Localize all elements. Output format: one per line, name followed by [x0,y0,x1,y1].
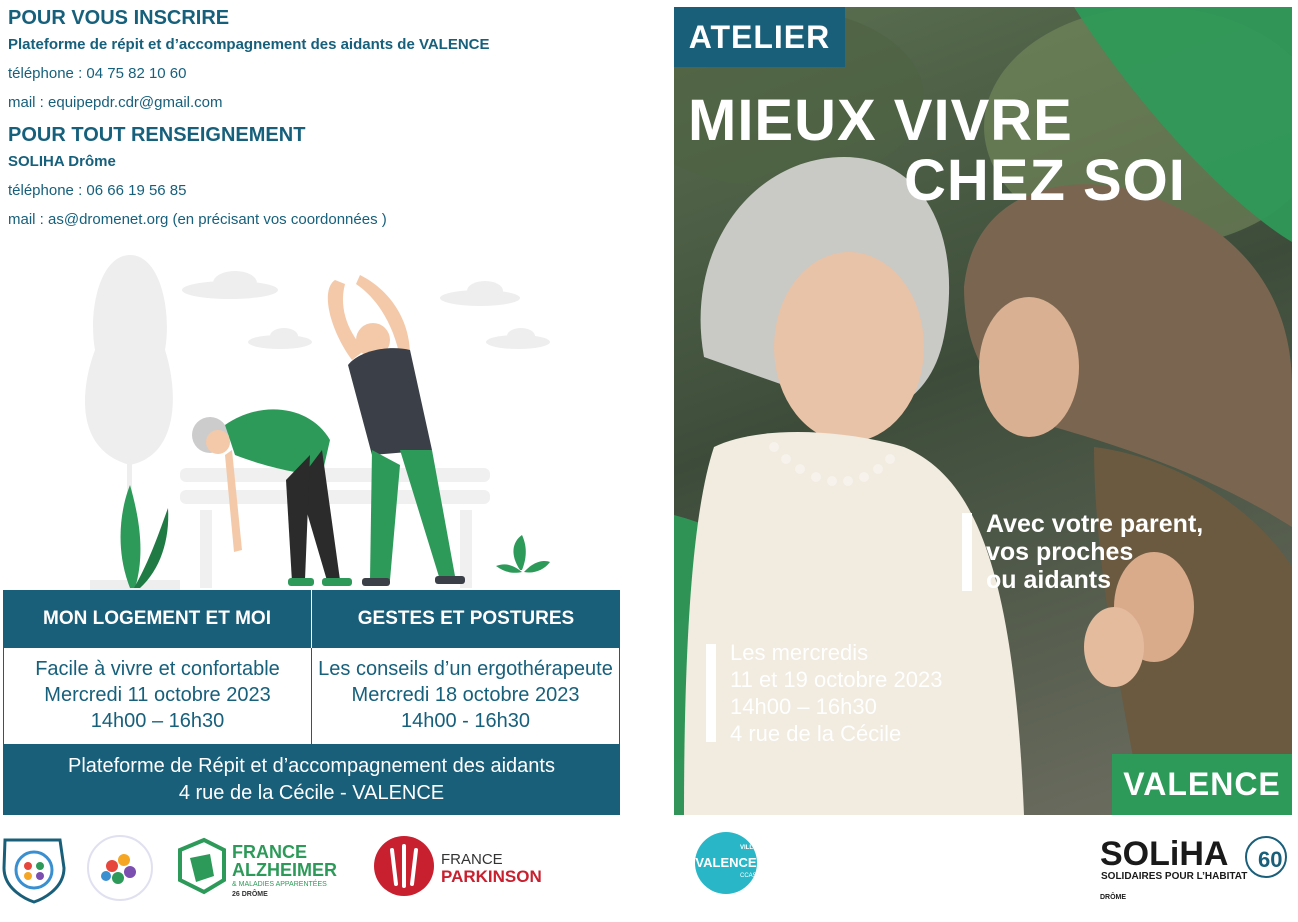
inscrire-title: POUR VOUS INSCRIRE [8,7,230,29]
tree-icon [85,255,173,465]
soliha-anniversary: 60 [1258,847,1283,872]
inscrire-phone: téléphone : 04 75 82 10 60 [8,65,187,82]
schedule-line2: 11 et 19 octobre 2023 [730,667,943,692]
partner-logos-left [0,828,620,908]
schedule-line1: Les mercredis [730,640,869,665]
soliha-name: SOLiHA [1100,835,1229,873]
session-1-details [4,648,311,744]
session-1-desc: Facile à vivre et confortable [35,658,280,680]
soliha-tagline: SOLIDAIRES POUR L’HABITAT [1101,871,1248,882]
plateforme-repit-logo [88,836,152,900]
session-2-time: 14h00 - 16h30 [400,710,530,732]
inscrire-org: Plateforme de répit et d’accompagnement des aidants de VALENCE [8,36,490,53]
footer-line2: 4 rue de la Cécile - VALENCE [178,782,445,804]
accent-bar [962,513,972,591]
sessions-table [3,590,620,815]
session-2-title: GESTES ET POSTURES [311,590,620,648]
audience-line3: ou aidants [986,566,1112,594]
parkinson-text-2: PARKINSON [441,867,542,886]
info-phone: téléphone : 06 66 19 56 85 [8,182,187,199]
schedule-line3: 14h00 – 16h30 [730,694,877,719]
france-parkinson-logo [374,836,542,896]
alzheimer-text-1: FRANCE [232,842,307,862]
workshop-poster [674,7,1292,815]
city-badge: VALENCE [1112,754,1292,815]
alzheimer-text-2: ALZHEIMER [232,860,337,880]
schedule-text [730,639,942,747]
valence-ccas-logo [695,832,767,894]
poster-title-line2: CHEZ SOI [904,148,1186,213]
session-2-details [311,648,619,744]
conference-financeurs-logo [4,840,64,902]
location-footer [3,744,620,815]
poster-title-line1: MIEUX VIVRE [688,88,1073,153]
soliha-region: DRÔME [1100,894,1127,901]
sessions-header [3,590,620,648]
session-1-time: 14h00 – 16h30 [90,710,225,732]
accent-bar [706,644,716,742]
soliha-logo [1100,835,1286,901]
exercise-illustration [60,250,580,590]
valence-logo-text-3: CCAS [740,873,757,879]
info-mail: mail : as@dromenet.org (en précisant vos coordonnées ) [8,211,387,228]
valence-logo-text-2: VALENCE [695,855,757,870]
schedule-line4: 4 rue de la Cécile [730,721,902,746]
footer-line1: Plateforme de Répit et d’accompagnement des aidants [68,755,555,777]
audience-line1: Avec votre parent, [986,510,1204,538]
sessions-body [3,648,620,744]
info-title: POUR TOUT RENSEIGNEMENT [8,124,306,146]
atelier-badge: ATELIER [674,7,845,67]
session-1-date: Mercredi 11 octobre 2023 [44,684,271,706]
contact-block [8,6,628,234]
alzheimer-text-4: 26 DRÔME [232,891,268,898]
alzheimer-text-3: & MALADIES APPARENTÉES [232,881,327,888]
partner-logos-right [674,825,1298,915]
audience-text [986,510,1203,594]
session-1-title: MON LOGEMENT ET MOI [3,590,311,648]
man-stretching-figure [328,275,465,586]
session-2-desc: Les conseils d’un ergothérapeute [318,658,613,680]
france-alzheimer-logo [180,840,337,898]
inscrire-mail: mail : equipepdr.cdr@gmail.com [8,94,223,111]
parkinson-text-1: FRANCE [441,851,503,868]
session-2-date: Mercredi 18 octobre 2023 [351,684,580,706]
audience-line2: vos proches [986,538,1134,566]
valence-logo-text-1: VILLE DE [740,845,768,851]
info-org: SOLIHA Drôme [8,153,116,170]
